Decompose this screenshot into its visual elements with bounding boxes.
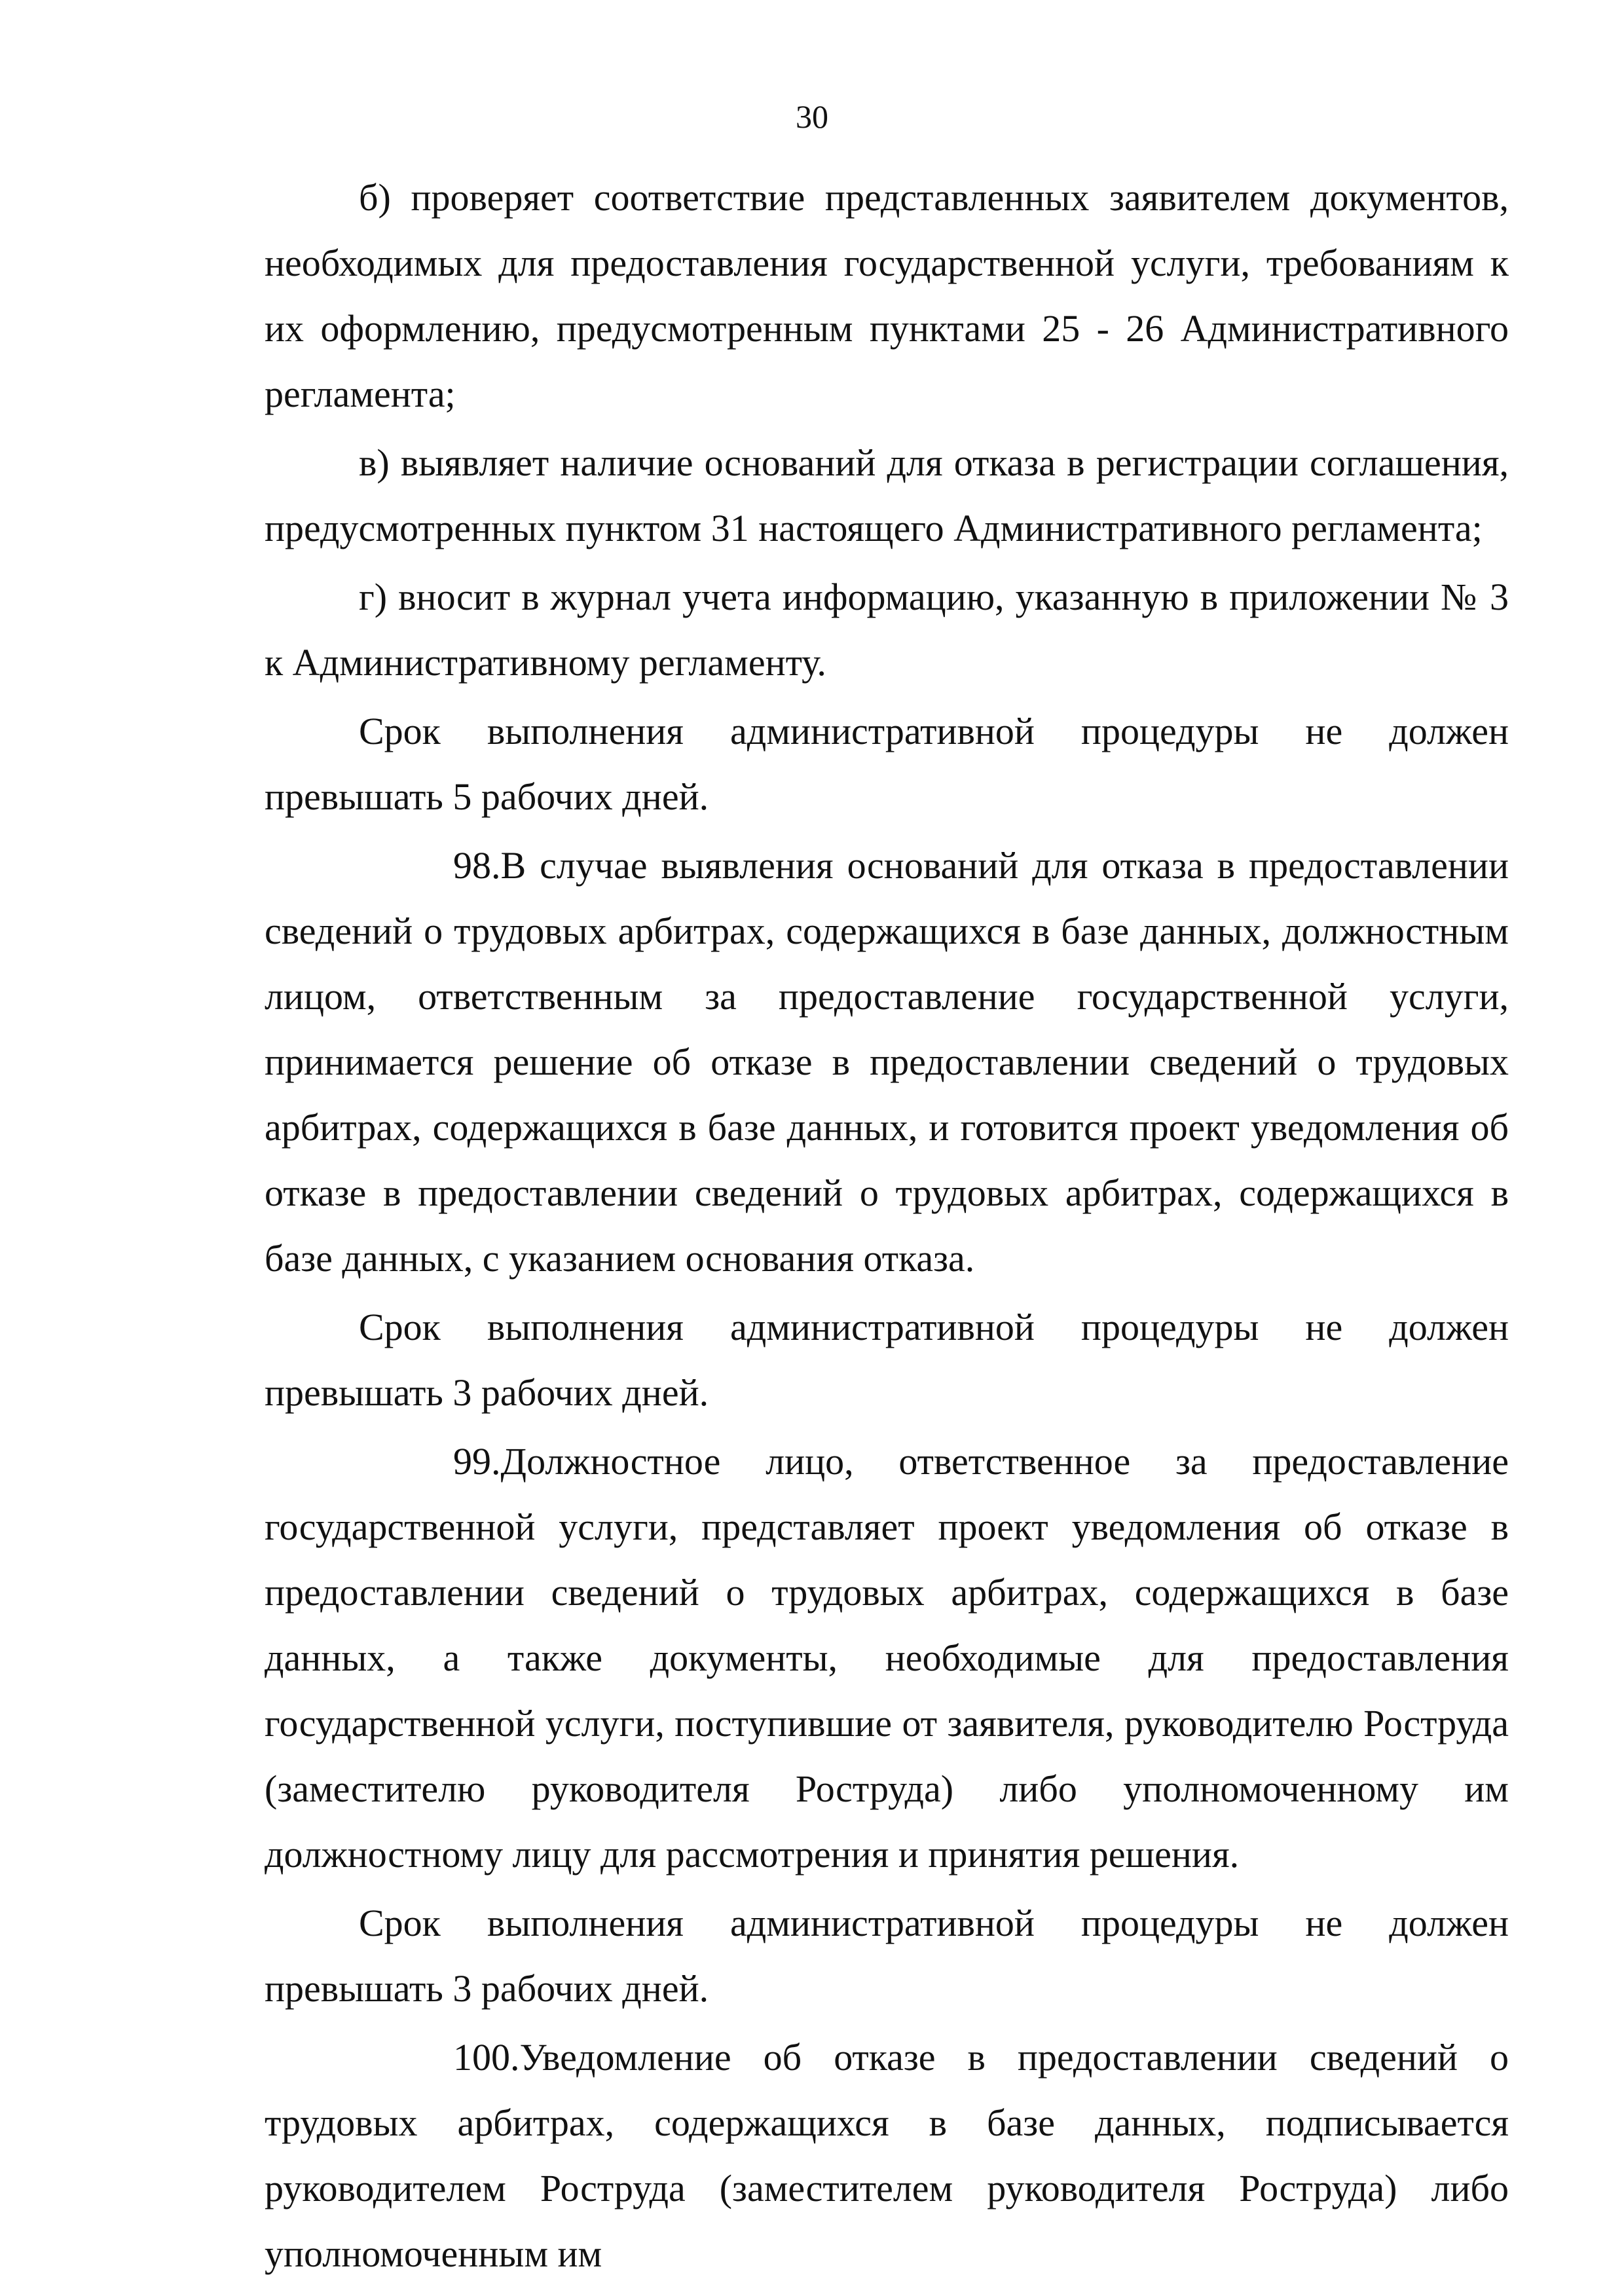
paragraph-text: б) проверяет соответствие представленных заявителем документов, необходимых для предоставления государственной услуги, требованиям к их оформлению, предусмотренным пунктами 25 - 26 Административного регламента;: [265, 176, 1509, 415]
paragraph-deadline-2: [265, 1295, 1509, 1426]
paragraph-text: Срок выполнения административной процедуры не должен превышать 5 рабочих дней.: [265, 710, 1509, 818]
paragraph-number: 98.: [453, 844, 501, 887]
paragraph-text: в) выявляет наличие оснований для отказа в регистрации соглашения, предусмотренных пунктом 31 настоящего Административного регламента;: [265, 441, 1509, 549]
paragraph-99: [265, 1429, 1509, 1887]
paragraph-100: [265, 2025, 1509, 2287]
paragraph-number: 100.: [453, 2036, 520, 2079]
paragraph-b: [265, 165, 1509, 427]
paragraph-v: [265, 430, 1509, 561]
paragraph-98: [265, 833, 1509, 1291]
document-body: [265, 165, 1509, 2287]
paragraph-text: В случае выявления оснований для отказа в предоставлении сведений о трудовых арбитрах, содержащихся в базе данных, должностным лицом, ответственным за предоставление государственной услуги, принимается решение об отказе в предоставлении сведений о трудовых арбитрах, содержащихся в базе данных, и готовится проект уведомления об отказе в предоставлении сведений о трудовых арбитрах, содержащихся в базе данных, с указанием основания отказа.: [265, 844, 1509, 1280]
paragraph-number: 99.: [453, 1440, 501, 1483]
paragraph-text: Срок выполнения административной процедуры не должен превышать 3 рабочих дней.: [265, 1902, 1509, 2010]
paragraph-text: Срок выполнения административной процедуры не должен превышать 3 рабочих дней.: [265, 1306, 1509, 1414]
paragraph-text: г) вносит в журнал учета информацию, указанную в приложении № 3 к Административному регламенту.: [265, 576, 1509, 684]
paragraph-deadline-3: [265, 1891, 1509, 2022]
paragraph-text: Должностное лицо, ответственное за предоставление государственной услуги, представляет проект уведомления об отказе в предоставлении сведений о трудовых арбитрах, содержащихся в базе данных, а также документы, необходимые для предоставления государственной услуги, поступившие от заявителя, руководителю Роструда (заместителю руководителя Роструда) либо уполномоченному им должностному лицу для рассмотрения и принятия решения.: [265, 1440, 1509, 1876]
page-number: 30: [796, 98, 828, 135]
paragraph-text: Уведомление об отказе в предоставлении сведений о трудовых арбитрах, содержащихся в базе данных, подписывается руководителем Роструда (заместителем руководителя Роструда) либо уполномоченным им: [265, 2036, 1509, 2275]
paragraph-deadline-1: [265, 699, 1509, 830]
paragraph-g: [265, 564, 1509, 695]
